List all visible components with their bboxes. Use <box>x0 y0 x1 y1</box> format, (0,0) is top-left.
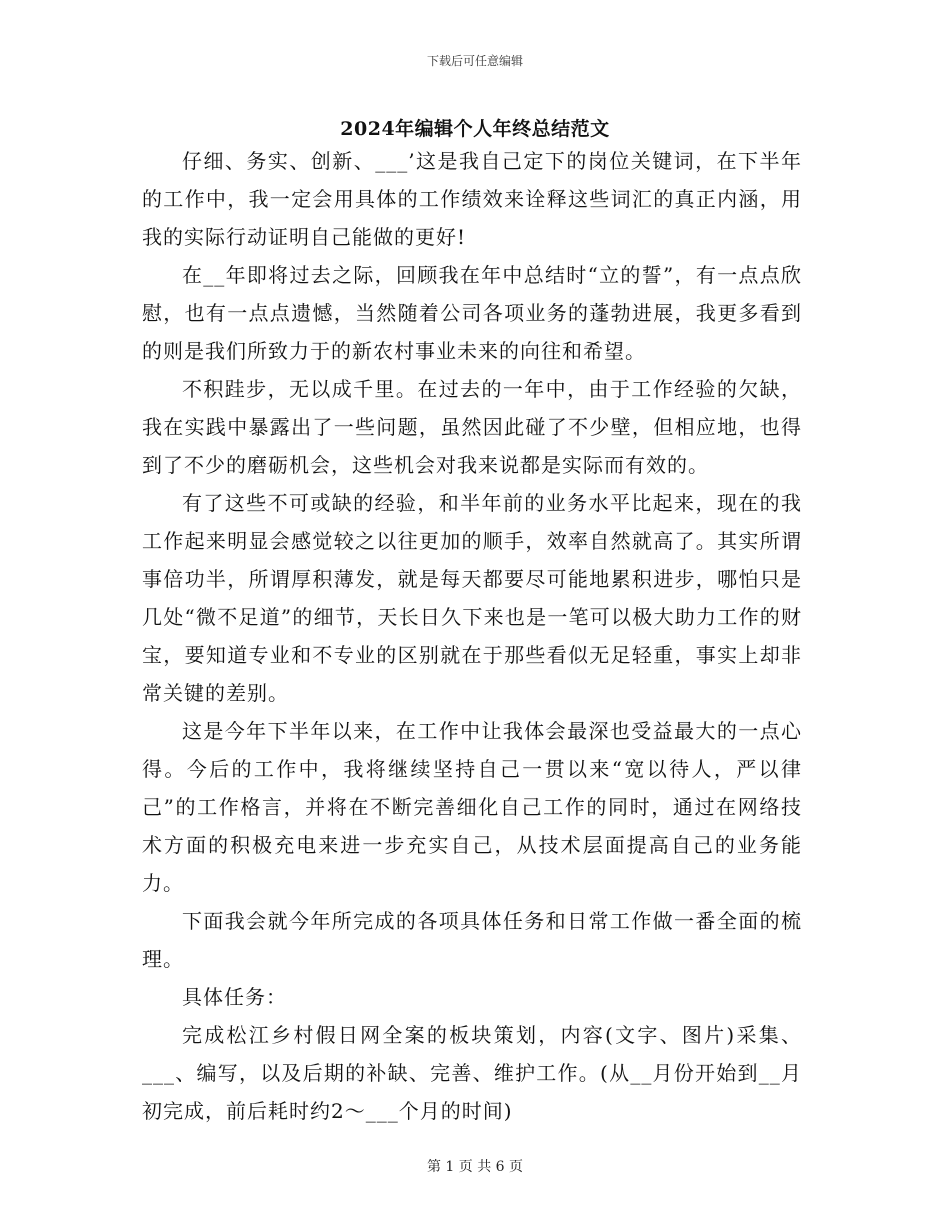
paragraph-6: 下面我会就今年所完成的各项具体任务和日常工作做一番全面的梳理。 <box>142 909 802 971</box>
document-body <box>142 142 802 1130</box>
page-header: 下载后可任意编辑 <box>426 54 523 68</box>
paragraph-1: 仔细、务实、创新、___’这是我自己定下的岗位关键词，在下半年的工作中，我一定会用具体的工作绩效来诠释这些词汇的真正内涵，用我的实际行动证明自己能做的更好! <box>142 149 802 249</box>
page-number-footer: 第 1 页 共 6 页 <box>426 1159 524 1175</box>
paragraph-2: 在__年即将过去之际，回顾我在年中总结时“立的誓”，有一点点欣慰，也有一点点遗憾，当然随着公司各项业务的蓬勃进展，我更多看到的则是我们所致力于的新农村事业未来的向往和希望。 <box>142 263 802 363</box>
paragraph-5: 这是今年下半年以来，在工作中让我体会最深也受益最大的一点心得。今后的工作中，我将继续坚持自己一贯以来“宽以待人，严以律己”的工作格言，并将在不断完善细化自己工作的同时，通过在网络技术方面的积极充电来进一步充实自己，从技术层面提高自己的业务能力。 <box>142 719 802 895</box>
paragraph-4: 有了这些不可或缺的经验，和半年前的业务水平比起来，现在的我工作起来明显会感觉较之以往更加的顺手，效率自然就高了。其实所谓事倍功半，所谓厚积薄发，就是每天都要尽可能地累积进步，哪怕只是几处“微不足道”的细节，天长日久下来也是一笔可以极大助力工作的财宝，要知道专业和不专业的区别就在于那些看似无足轻重，事实上却非常关键的差别。 <box>142 491 802 705</box>
paragraph-7: 具体任务： <box>182 985 287 1009</box>
paragraph-8: 完成松江乡村假日网全案的板块策划，内容(文字、图片)采集、___、编写，以及后期的补缺、完善、维护工作。(从__月份开始到__月初完成，前后耗时约2～___个月的时间) <box>142 1023 802 1123</box>
document-title: 2024年编辑个人年终总结范文 <box>340 118 610 140</box>
paragraph-3: 不积跬步，无以成千里。在过去的一年中，由于工作经验的欠缺，我在实践中暴露出了一些问题，虽然因此碰了不少壁，但相应地，也得到了不少的磨砺机会，这些机会对我来说都是实际而有效的。 <box>142 377 802 477</box>
